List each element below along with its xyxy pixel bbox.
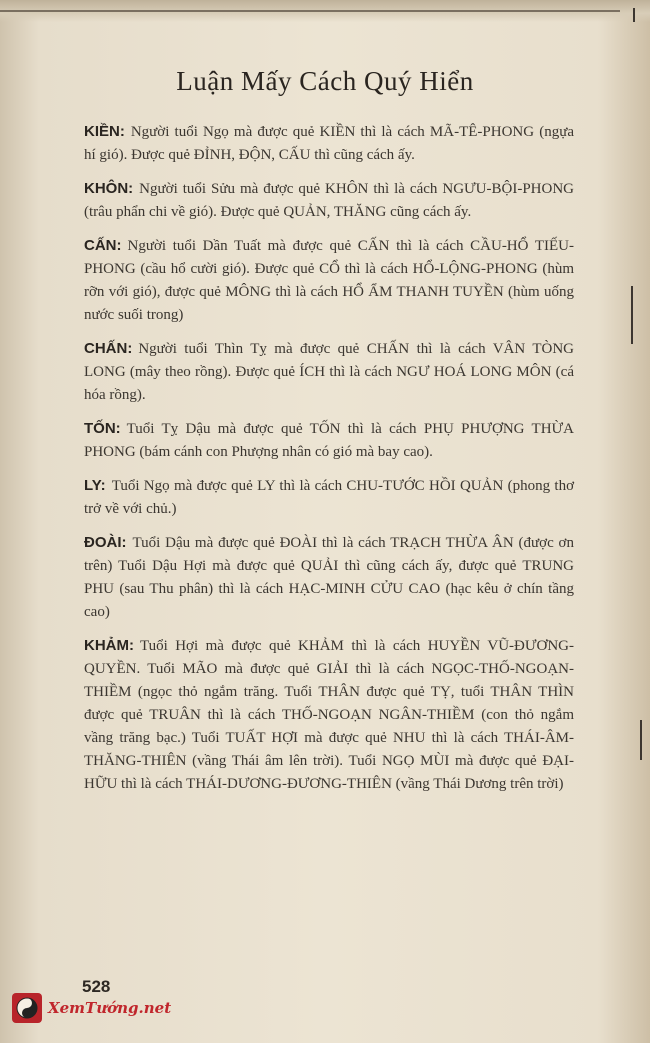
entry-text: Tuổi Dậu mà được quẻ ĐOÀI thì là cách TRẠCH THỪA ÂN (được ơn trên) Tuổi Dậu Hợi mà được quẻ QUẢI thì cũng cách ấy, được quẻ TRUNG PHU (sau Thu phân) thì là cách HẠC-MINH CỬU CAO (hạc kêu ở chín tầng cao) bbox=[84, 535, 574, 620]
entry-khon bbox=[84, 177, 574, 224]
binding-mark bbox=[631, 286, 633, 344]
entry-ly bbox=[84, 474, 574, 521]
entry-ton bbox=[84, 417, 574, 464]
entry-label: CẤN: bbox=[84, 237, 122, 254]
entry-text: Người tuổi Thìn Tỵ mà được quẻ CHẤN thì là cách VÂN TÒNG LONG (mây theo rồng). Được quẻ ÍCH thì là cách NGƯ HOÁ LONG MÔN (cá hóa rồng). bbox=[84, 341, 574, 403]
entry-can bbox=[84, 234, 574, 327]
entry-label: ĐOÀI: bbox=[84, 534, 127, 551]
entry-kien bbox=[84, 120, 574, 167]
site-watermark bbox=[12, 990, 171, 1026]
entry-text: Tuổi Hợi mà được quẻ KHẢM thì là cách HUYỀN VŨ-ĐƯƠNG-QUYỀN. Tuổi MÃO mà được quẻ GIẢI thì là cách NGỌC-THỐ-NGOẠN-THIỀM (ngọc thỏ ngắm trăng. Tuổi THÂN được quẻ TỴ, tuổi THÂN THÌN được quẻ TRUÂN thì là cách THỐ-NGOẠN NGÂN-THIỀM (con thỏ ngắm vầng trăng bạc.) Tuổi TUẤT HỢI mà được quẻ NHU thì là cách THÁI-ÂM-THĂNG-THIÊN (vầng Thái âm lên trời). Tuổi NGỌ MÙI mà được quẻ ĐẠI-HỮU thì là cách THÁI-DƯƠNG-ĐƯƠNG-THIÊN (vầng Thái Dương trên trời) bbox=[84, 638, 574, 792]
entry-label: KIỀN: bbox=[84, 123, 125, 140]
entry-text: Tuổi Tỵ Dậu mà được quẻ TỐN thì là cách PHỤ PHƯỢNG THỪA PHONG (bám cánh con Phượng nhân có gió mà bay cao). bbox=[84, 421, 574, 460]
entry-label: KHẢM: bbox=[84, 637, 134, 654]
entry-text: Người tuổi Dần Tuất mà được quẻ CẤN thì là cách CẦU-HỔ TIẾU-PHONG (cầu hổ cười gió). Được quẻ CỔ thì là cách HỔ-LỘNG-PHONG (hùm rỡn với gió), được quẻ MÔNG thì là cách HỔ ẨM THANH TUYỀN (hùm uống nước suối trong) bbox=[84, 238, 574, 323]
entry-label: KHÔN: bbox=[84, 180, 134, 197]
entry-list bbox=[84, 120, 574, 806]
entry-label: TỐN: bbox=[84, 420, 121, 437]
entry-doai bbox=[84, 531, 574, 624]
entry-text: Người tuổi Ngọ mà được quẻ KIỀN thì là cách MÃ-TÊ-PHONG (ngựa hí gió). Được quẻ ĐỈNH, ĐỘN, CẤU thì cũng cách ấy. bbox=[84, 124, 574, 163]
yin-yang-icon bbox=[12, 993, 42, 1023]
entry-text: Tuổi Ngọ mà được quẻ LY thì là cách CHU-TƯỚC HỒI QUẢN (phong thơ trở về với chủ.) bbox=[84, 478, 574, 517]
binding-mark bbox=[633, 8, 635, 22]
binding-mark bbox=[640, 720, 642, 760]
watermark-text: XemTướng.net bbox=[48, 999, 172, 1017]
entry-label: CHẤN: bbox=[84, 340, 133, 357]
entry-kham bbox=[84, 634, 574, 796]
entry-text: Người tuổi Sửu mà được quẻ KHÔN thì là cách NGƯU-BỘI-PHONG (trâu phẩn chi về gió). Được quẻ QUẢN, THĂNG cũng cách ấy. bbox=[84, 181, 574, 220]
entry-chan bbox=[84, 337, 574, 407]
page-number: 528 bbox=[82, 977, 111, 996]
entry-label: LY: bbox=[84, 477, 106, 494]
top-rule bbox=[0, 10, 620, 12]
page-title: Luận Mấy Cách Quý Hiển bbox=[176, 66, 474, 96]
